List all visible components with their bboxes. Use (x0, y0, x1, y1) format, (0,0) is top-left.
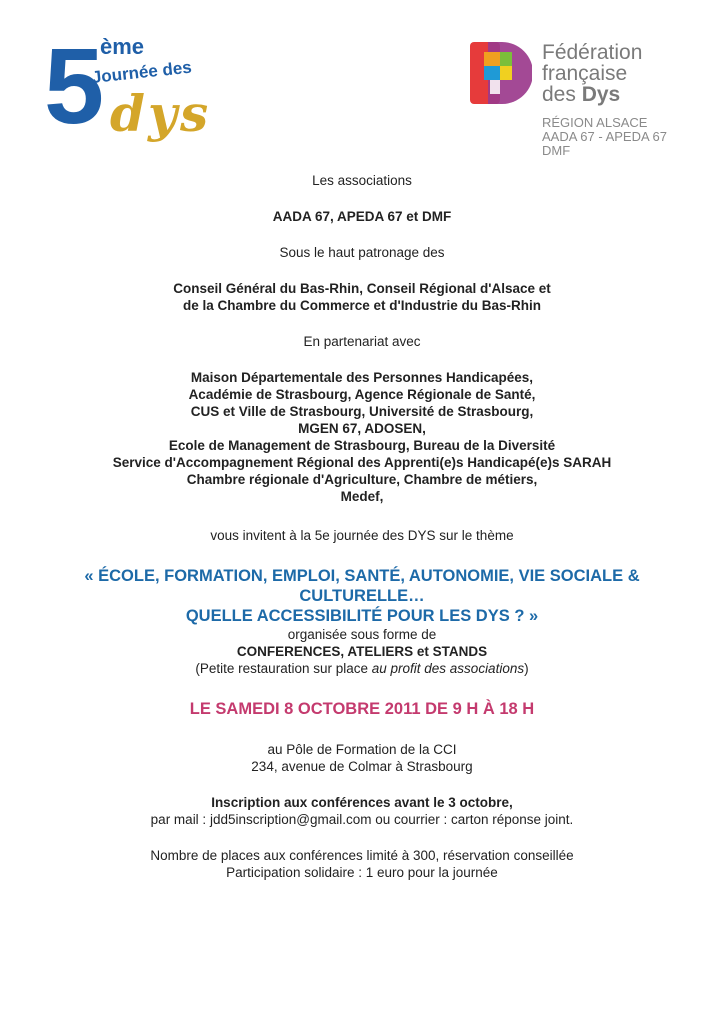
venue-line2: 234, avenue de Colmar à Strasbourg (251, 759, 473, 774)
catering-prefix: (Petite restauration sur place (195, 661, 372, 676)
region-line3: DMF (542, 143, 571, 158)
federation-region (542, 116, 667, 158)
patronage-intro: Sous le haut patronage des (279, 245, 445, 260)
region-line1: RÉGION ALSACE (542, 115, 648, 130)
federation-name-line3 (542, 84, 642, 105)
logo-journee-text: Journée des (90, 57, 193, 87)
partner-line: Ecole de Management de Strasbourg, Bureau de la Diversité (168, 438, 556, 453)
logo-suffix: ème (100, 34, 145, 59)
catering-italic: au profit des associations (371, 661, 525, 676)
invite-text: vous invitent à la 5e journée des DYS sur le thème (210, 528, 514, 543)
event-date: LE SAMEDI 8 OCTOBRE 2011 DE 9 H À 18 H (189, 700, 535, 718)
theme-line2: CULTURELLE… (299, 587, 425, 605)
federation-name-prefix: des (542, 83, 582, 106)
partner-line: Service d'Accompagnement Régional des Apprenti(e)s Handicapé(e)s SARAH (112, 455, 612, 470)
patrons-line1: Conseil Général du Bas-Rhin, Conseil Régional d'Alsace et (173, 281, 551, 296)
partner-line: Medef, (340, 489, 384, 504)
logo-dys-text: dys (110, 84, 212, 143)
registration-detail: par mail : jdd5inscription@gmail.com ou courrier : carton réponse joint. (150, 812, 574, 827)
federation-name-bold: Dys (581, 83, 621, 106)
federation-name-line2: française (542, 62, 628, 85)
intro-text: Les associations (312, 173, 412, 188)
logo-number: 5 (44, 25, 103, 146)
catering-suffix: ) (524, 661, 529, 676)
format-intro: organisée sous forme de (287, 627, 437, 642)
venue-line1: au Pôle de Formation de la CCI (267, 742, 457, 757)
format-text: CONFERENCES, ATELIERS et STANDS (236, 644, 488, 659)
catering-text (20, 660, 704, 677)
seats-text: Nombre de places aux conférences limité à 300, réservation conseillée (150, 848, 574, 863)
partner-line: MGEN 67, ADOSEN, (298, 421, 426, 436)
region-line2: AADA 67 - APEDA 67 (542, 129, 668, 144)
invitation-body (20, 172, 704, 881)
theme-line1: « ÉCOLE, FORMATION, EMPLOI, SANTÉ, AUTONOMIE, VIE SOCIALE & (84, 567, 640, 585)
associations-text: AADA 67, APEDA 67 et DMF (272, 209, 452, 224)
partner-line: Académie de Strasbourg, Agence Régionale de Santé, (188, 387, 536, 402)
partner-line: Maison Départementale des Personnes Handicapées, (190, 370, 534, 385)
theme-line3: QUELLE ACCESSIBILITÉ POUR LES DYS ? » (185, 607, 539, 625)
partners-intro: En partenariat avec (303, 334, 421, 349)
federation-dys-logo (470, 40, 710, 170)
partners-list (20, 369, 704, 505)
fee-text: Participation solidaire : 1 euro pour la journée (226, 865, 498, 880)
partner-line: Chambre régionale d'Agriculture, Chambre de métiers, (186, 472, 538, 487)
federation-name (542, 42, 642, 105)
federation-name-line1: Fédération (542, 41, 643, 64)
journee-dys-logo (44, 25, 214, 148)
partner-line: CUS et Ville de Strasbourg, Université de Strasbourg, (190, 404, 534, 419)
federation-mark-icon (470, 40, 532, 106)
patrons-line2: de la Chambre du Commerce et d'Industrie du Bas-Rhin (182, 298, 542, 313)
registration-text: Inscription aux conférences avant le 3 octobre, (211, 795, 513, 810)
